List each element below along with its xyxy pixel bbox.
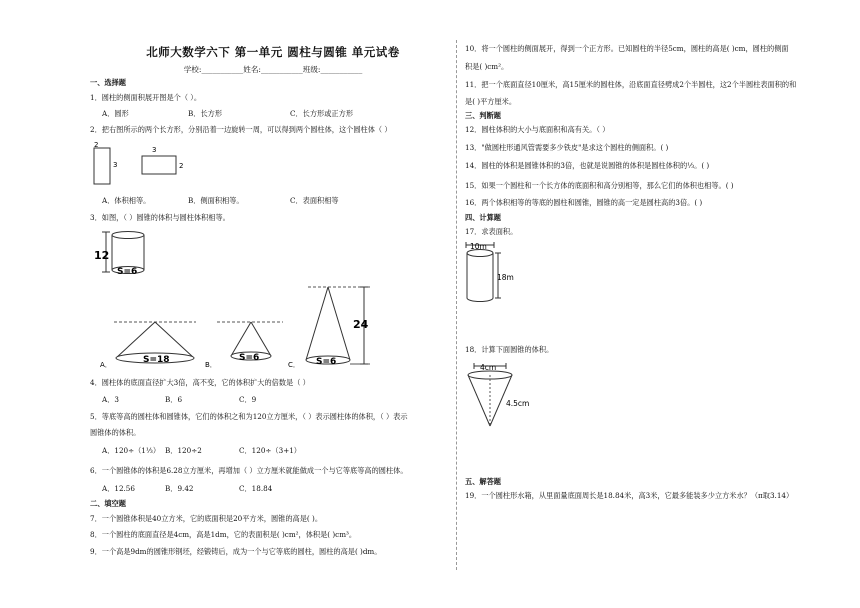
q17-height-label: 18m	[497, 273, 514, 282]
q18-diameter-label: 4cm	[480, 363, 497, 372]
q3-cylinder-base-label: S=6	[117, 267, 138, 277]
student-info-line: 学校:___________姓名:___________班级:___________	[183, 65, 363, 74]
q4-option-b: B．6	[165, 395, 183, 404]
question-8: 8．一个圆柱的底面直径是4cm，高是1dm，它的表面积是( )cm²，体积是( )cm³。	[90, 530, 357, 539]
question-2: 2．把右图所示的两个长方形，分别沿着一边旋转一周，可以得到两个圆柱体，这个圆柱体（ ）	[90, 125, 392, 134]
column-divider	[456, 40, 457, 570]
question-14: 14．圆柱的体积是圆锥体积的3倍，也就是说圆锥的体积是圆柱体积的⅓。( )	[465, 161, 710, 170]
q2-rectangles-figure	[90, 140, 200, 188]
q3-cone-a-base-label: S=18	[143, 355, 170, 365]
question-5-line-2: 圆锥体的体积。	[90, 428, 141, 437]
question-18: 18．计算下面圆锥的体积。	[465, 345, 554, 354]
question-11-line-2: 是( )平方厘米。	[465, 97, 517, 106]
question-17: 17．求表面积。	[465, 227, 518, 236]
q3-cone-b-base-label: S=6	[239, 353, 260, 363]
q3-option-c-label: C．	[288, 361, 300, 369]
q6-option-c: C．18.84	[239, 484, 273, 493]
q3-cylinder-height-label: 12	[94, 249, 110, 262]
q3-cone-c-figure	[288, 282, 388, 372]
q3-cone-b-figure	[205, 318, 285, 372]
q17-cylinder-figure	[464, 240, 534, 306]
q3-option-a-label: A．	[100, 361, 112, 369]
q18-cone-figure	[464, 360, 544, 432]
q3-cone-c-base-label: S=6	[316, 357, 337, 367]
question-10-line-2: 积是( )cm²。	[465, 62, 509, 71]
q6-option-a: A．12.56	[102, 484, 135, 493]
q2-rect-b-top: 3	[152, 146, 157, 154]
q1-option-a: A．圆形	[102, 109, 129, 118]
page-title: 北师大数学六下 第一单元 圆柱与圆锥 单元试卷	[146, 45, 400, 59]
question-19: 19．一个圆柱形水箱，从里面量底面周长是18.84米，高3米，它最多能装多少立方米水？（π取3.14）	[465, 491, 794, 500]
question-13: 13．"做圆柱形通风管需要多少铁皮"是求这个圆柱的侧面积。( )	[465, 143, 669, 152]
q2-option-c: C．表面积相等	[290, 196, 339, 205]
question-7: 7．一个圆锥体积是40立方米，它的底面积是20平方米，圆锥的高是( )。	[90, 514, 323, 523]
q3-cylinder-figure	[90, 228, 160, 278]
q17-diameter-label: 10m	[470, 242, 487, 251]
q3-cone-a-figure	[100, 318, 200, 372]
question-5-line-1: 5．等底等高的圆柱体和圆锥体，它们的体积之和为120立方厘米，（ ）表示圆柱体的体积，（ ）表示	[90, 412, 408, 421]
q2-rect-a-top: 2	[94, 141, 99, 149]
question-16: 16．两个体积相等的等底的圆柱和圆锥，圆锥的高一定是圆柱高的3倍。( )	[465, 198, 703, 207]
question-4: 4．圆柱体的底面直径扩大3倍，高不变，它的体积扩大的倍数是（ ）	[90, 378, 310, 387]
q2-option-b: B．侧面积相等。	[188, 196, 244, 205]
section-heading-fill: 二、填空题	[90, 499, 126, 508]
q18-height-label: 4.5cm	[506, 399, 530, 408]
q6-option-b: B．9.42	[165, 484, 194, 493]
question-3: 3．如图，（ ）圆锥的体积与圆柱体积相等。	[90, 213, 230, 222]
q2-rect-a-right: 3	[113, 161, 118, 169]
question-1: 1．圆柱的侧面积展开图是个（ ）。	[90, 93, 202, 102]
q1-option-c: C．长方形或正方形	[290, 109, 354, 118]
question-9: 9．一个高是9dm的圆锥形钢坯，经锻铸后，成为一个与它等底的圆柱，圆柱的高是( )dm。	[90, 547, 382, 556]
q2-option-a: A．体积相等。	[102, 196, 151, 205]
question-10-line-1: 10．将一个圆柱的侧面展开，得到一个正方形。已知圆柱的半径5cm，圆柱的高是( )cm，圆柱的侧面	[465, 44, 789, 53]
section-heading-choice: 一、选择题	[90, 78, 126, 87]
q5-option-c: C．120÷（3+1）	[239, 446, 301, 455]
question-15: 15．如果一个圆柱和一个长方体的底面积和高分别相等，那么它们的体积也相等。( )	[465, 181, 734, 190]
q3-option-b-label: B．	[205, 361, 217, 369]
q3-cone-c-height-label: 24	[353, 318, 369, 331]
question-6: 6．一个圆锥体的体积是6.28立方厘米，再增加（ ）立方厘米就能做成一个与它等底等高的圆柱体。	[90, 466, 408, 475]
q1-option-b: B．长方形	[188, 109, 223, 118]
section-heading-solve: 五、解答题	[465, 477, 501, 486]
question-11-line-1: 11．把一个底面直径10厘米，高15厘米的圆柱体，沿底面直径劈成2个半圆柱，这2个半圆柱表面积的和	[465, 80, 797, 89]
q4-option-a: A．3	[102, 395, 119, 404]
section-heading-calc: 四、计算题	[465, 213, 501, 222]
q5-option-a: A．120÷（1⅓）	[102, 446, 161, 455]
q2-rect-b-right: 2	[179, 162, 184, 170]
q5-option-b: B．120÷2	[165, 446, 202, 455]
q4-option-c: C．9	[239, 395, 257, 404]
section-heading-judge: 三、判断题	[465, 111, 501, 120]
question-12: 12．圆柱体积的大小与底面积和高有关。（ ）	[465, 125, 610, 134]
